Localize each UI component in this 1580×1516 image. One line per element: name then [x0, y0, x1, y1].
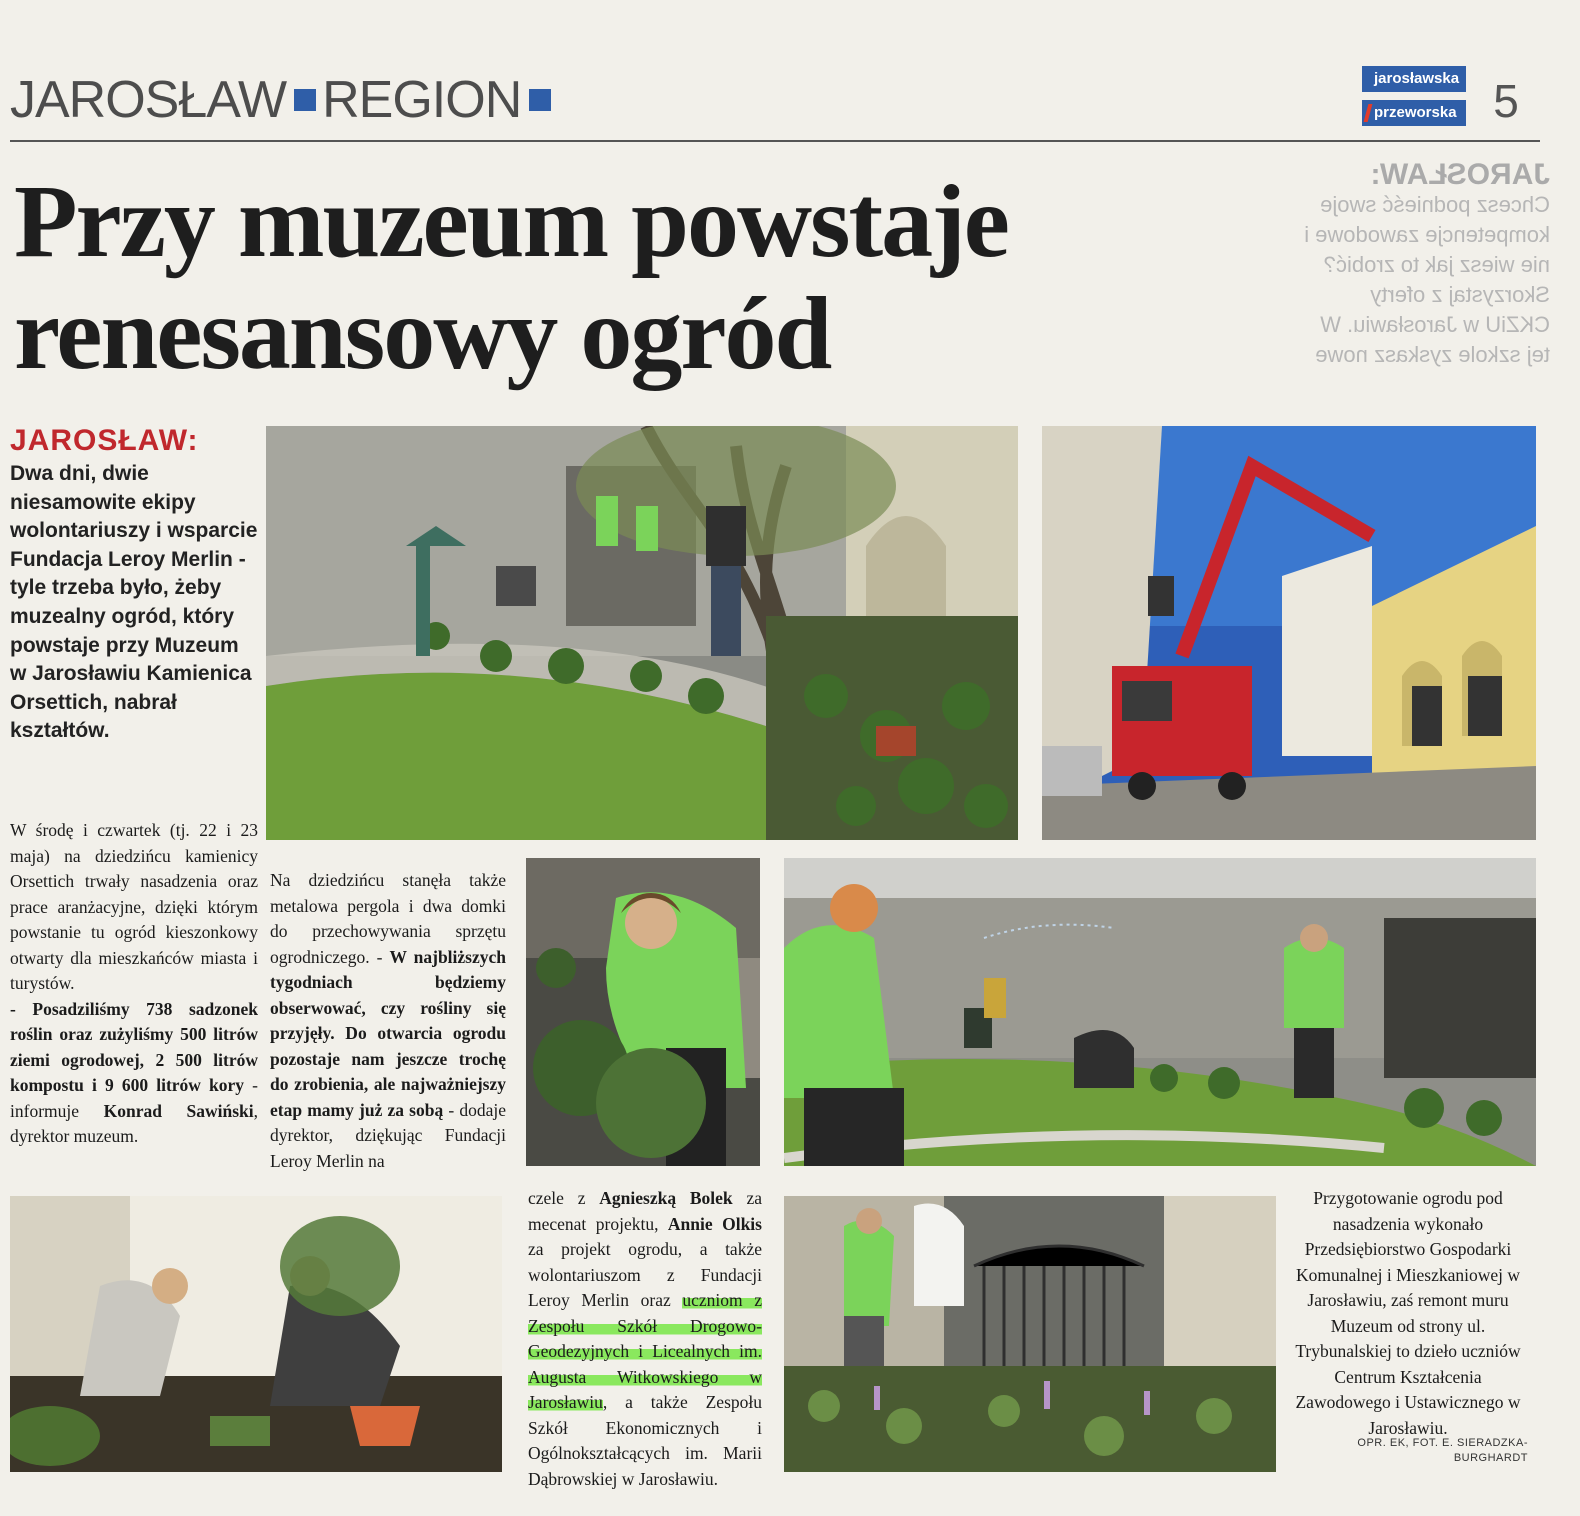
section-label-jaroslaw: JAROSŁAW: [10, 71, 287, 129]
lead-place-label: JAROSŁAW:: [10, 424, 199, 457]
header-rule: [10, 140, 1540, 142]
highlighted-text: uczniom z Zespołu Szkół Drogowo-Geodezyjnych i Licealnych im. Augusta Witkowskiego w Jarosławiu: [528, 1290, 762, 1412]
logo-line-jaroslawska: jarosławska: [1362, 66, 1466, 92]
bleed-text: Chcesz podnieść swoje kompetencje zawodowe i nie wiesz jak to zrobić? Skorzystaj z oferty CKZiU w Jarosławiu. W tej szkole zyskasz nowe: [1304, 192, 1550, 367]
sponsor-name: Agnieszką Bolek: [599, 1188, 733, 1208]
body-text: za projekt ogrodu, a także wolontariuszom z Fundacji Leroy Merlin oraz: [528, 1239, 762, 1310]
photo-crane-truck: [1042, 426, 1536, 840]
newspaper-logo: [1362, 66, 1466, 126]
lead-paragraph: Dwa dni, dwie niesamowite ekipy wolontariuszy i wsparcie Fundacja Leroy Merlin - tyle trzeba było, żeby muzealny ogród, który powstaje przy Muzeum w Jarosławiu Kamienica Orsettich, nabrał kształtów.: [10, 462, 258, 743]
quote-director-2: W najbliższych tygodniach będziemy obserwować, czy rośliny się przyjęły. Do otwarcia ogrodu pozostaje nam jeszcze trochę do zrobienia, ale najważniejszy etap mamy już za sobą: [270, 946, 506, 1120]
photo-credit: [1300, 1436, 1528, 1466]
photo-planting-shrubs: [10, 1196, 502, 1472]
headline-line-2: renesansowy ogród: [14, 276, 831, 391]
blue-square-icon: [294, 89, 316, 111]
section-label-region: REGION: [322, 71, 522, 129]
body-column-4: Przygotowanie ogrodu pod nasadzenia wykonało Przedsiębiorstwo Gospodarki Komunalnej i Mieszkaniowej w Jarosławiu, zaś remont muru Muzeum od strony ul. Trybunalskiej to dzieło uczniów Centrum Kształcenia Zawodowego i Ustawicznego w Jarosławiu.: [1295, 1188, 1521, 1438]
body-paragraph-1: W środę i czwartek (tj. 22 i 23 maja) na dziedzińcu kamienicy Orsettich trwały nasadzenia oraz prace aranżacyjne, dzięki którym powstanie tu ogród kieszonkowy otwarty dla mieszkańców miasta i turystów.: [10, 820, 258, 993]
body-column-1: [10, 818, 258, 1150]
body-paragraph-2-end: - dodaje dyrektor, dziękując Fundacji Leroy Merlin na: [270, 1099, 506, 1171]
designer-name: Annie Olkis: [667, 1213, 762, 1234]
bleed-title: JAROSŁAW:: [1370, 160, 1550, 191]
headline: [14, 166, 1274, 390]
blue-square-icon: [529, 89, 551, 111]
page-number: 5: [1493, 75, 1519, 127]
body-column-3: [528, 1186, 762, 1492]
credit-line-2: BURGHARDT: [1453, 1452, 1528, 1464]
body-text: za mecenat projektu,: [528, 1188, 762, 1234]
person-role: , dyrektor muzeum.: [10, 1100, 259, 1146]
body-column-2: [270, 868, 506, 1174]
headline-line-1: Przy muzeum powstaje: [14, 164, 1008, 279]
photo-volunteers-fence: [784, 1196, 1276, 1472]
credit-line-1: OPR. EK, FOT. E. SIERADZKA-: [1357, 1437, 1528, 1449]
section-header: [10, 70, 557, 130]
body-text: , a także Zespołu Szkół Ekonomicznych i Ogólnokształcących im. Marii Dąbrowskiej w Jarosławiu.: [528, 1392, 762, 1489]
photo-watering-lawn: [784, 858, 1536, 1166]
photo-volunteer-boxwood: [526, 858, 760, 1166]
body-paragraph-2: Na dziedzińcu stanęła także metalowa pergola i dwa domki do przechowywania sprzętu ogrodniczego. -: [270, 870, 506, 967]
photo-garden-planting: [266, 426, 1018, 840]
body-text: czele z: [528, 1188, 600, 1208]
attribution-text: - informuje: [10, 1075, 259, 1121]
quote-director-1: - Posadziliśmy 738 sadzonek roślin oraz zużyliśmy 500 litrów ziemi ogrodowej, 2 500 litrów kompostu i 9 600 litrów kory: [10, 998, 258, 1095]
person-name: Konrad Sawiński: [103, 1100, 254, 1121]
logo-line-przeworska: przeworska: [1362, 100, 1466, 126]
